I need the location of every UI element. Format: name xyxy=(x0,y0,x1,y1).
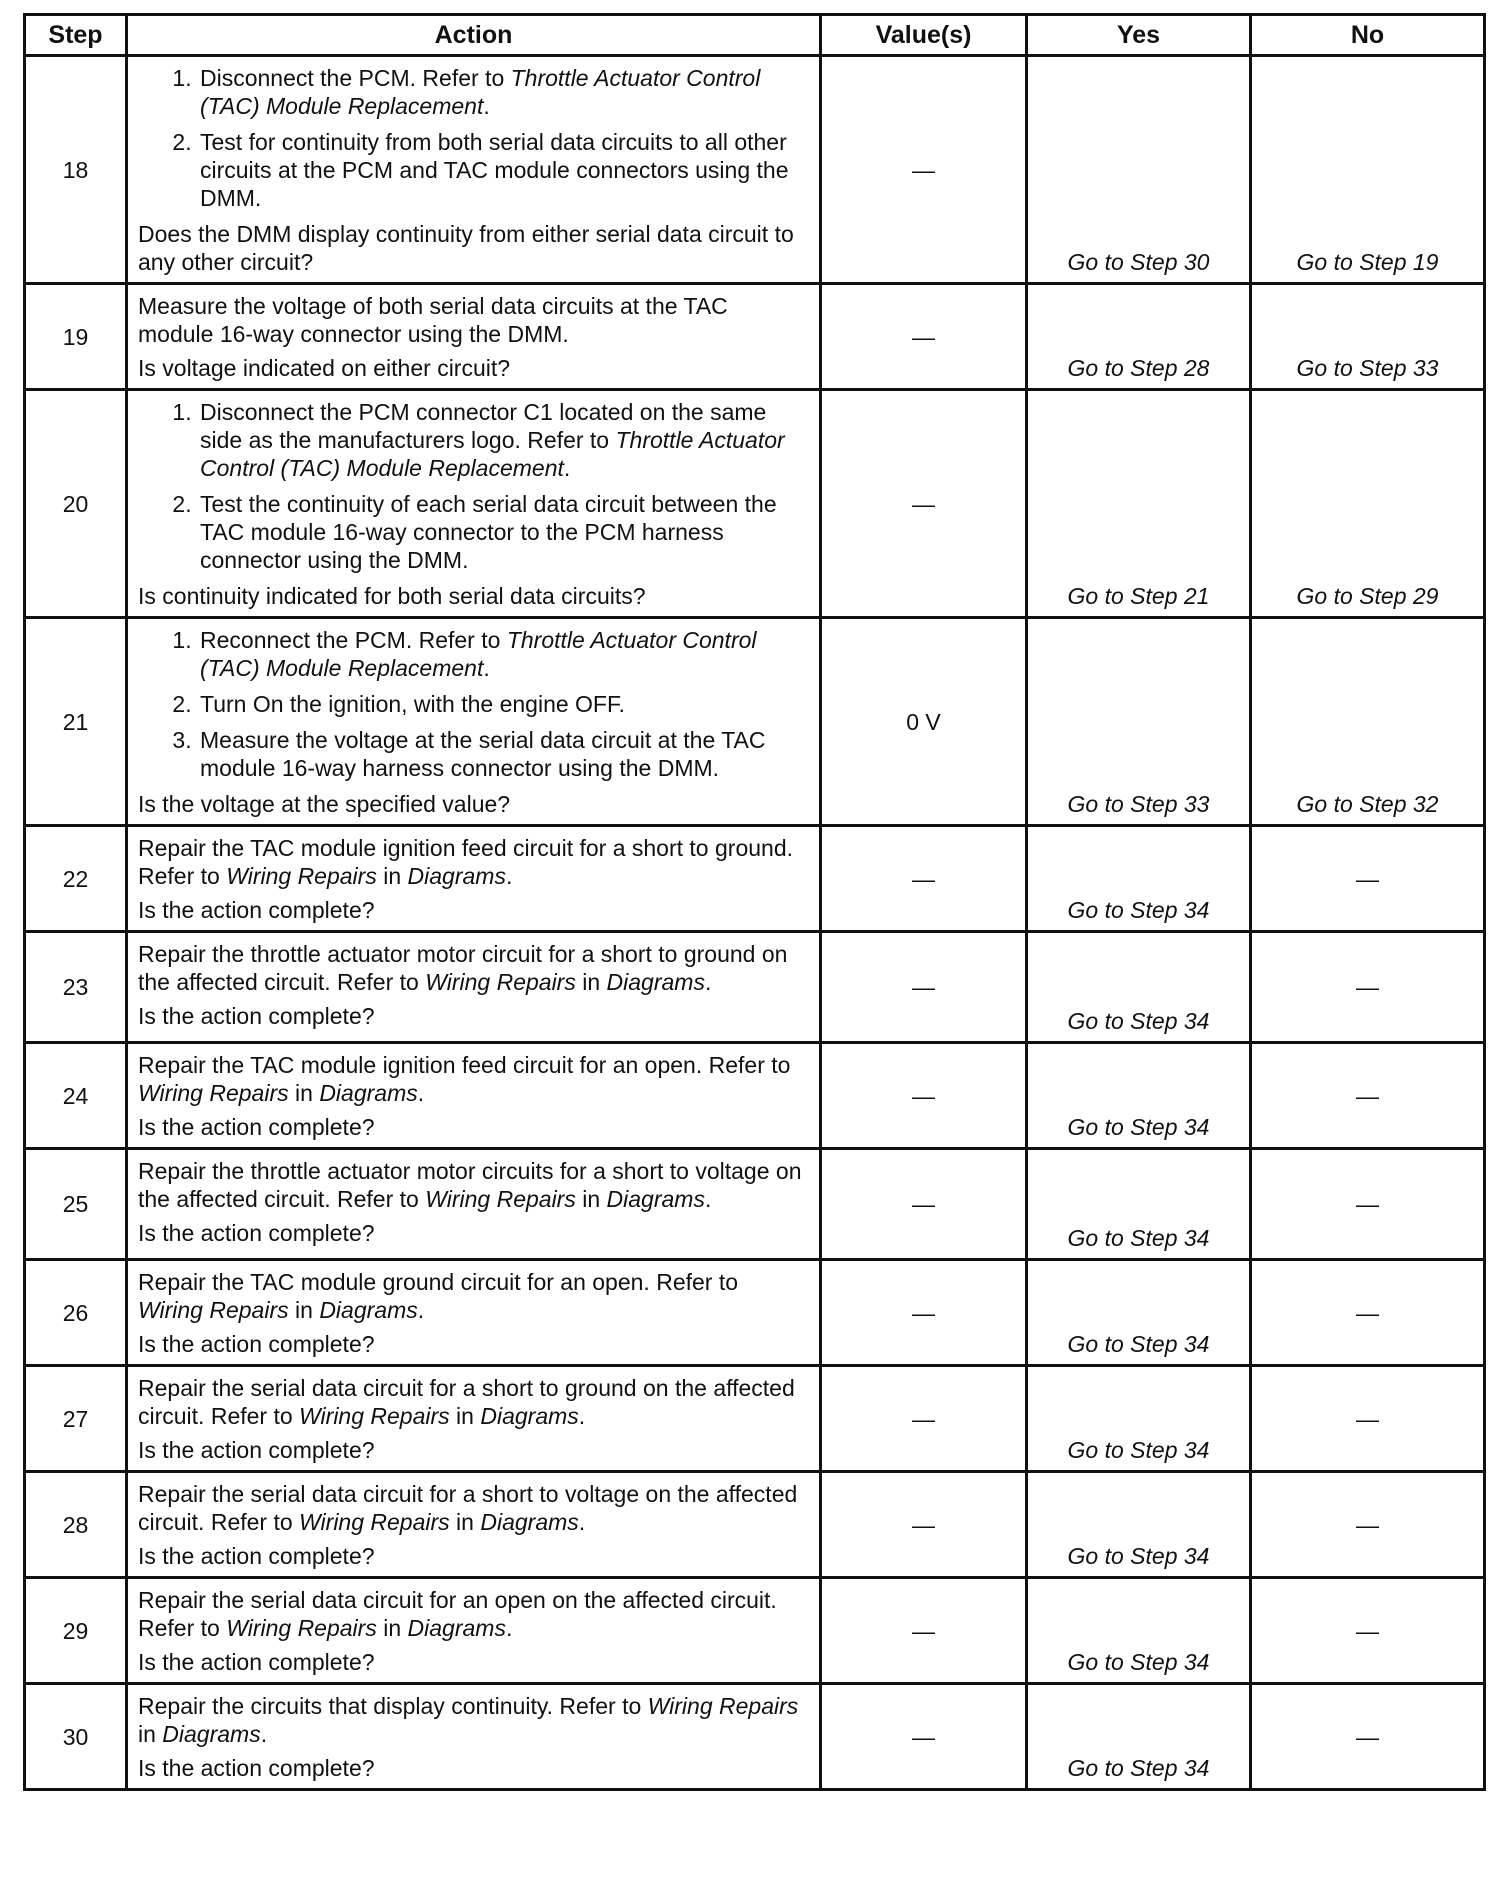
yes-cell: Go to Step 34 xyxy=(1027,1472,1251,1578)
yes-cell: Go to Step 33 xyxy=(1027,618,1251,826)
reference-link: Diagrams xyxy=(407,863,506,889)
action-text-part: in xyxy=(288,1080,320,1106)
action-text-part: . xyxy=(704,1186,712,1212)
yes-cell: Go to Step 21 xyxy=(1027,390,1251,618)
reference-link: Wiring Repairs xyxy=(138,1297,289,1323)
action-cell xyxy=(127,1366,821,1472)
reference-link: Wiring Repairs xyxy=(647,1693,799,1719)
step-text: Test for continuity from both serial data circuits to all other circuits at the PCM and TAC module connectors using the DMM. xyxy=(200,129,789,211)
action-text xyxy=(138,1268,809,1324)
action-text-part: Repair the TAC module ground circuit for an open. Refer to xyxy=(138,1269,739,1295)
table-body xyxy=(25,56,1485,1790)
action-text-part: in xyxy=(376,863,408,889)
reference-link: Throttle Actuator Control (TAC) Module Replacement xyxy=(200,427,785,481)
header-no: No xyxy=(1251,15,1485,56)
step-text: Test the continuity of each serial data circuit between the TAC module 16-way connector to the PCM harness connector using the DMM. xyxy=(200,491,777,573)
question-text: Is the action complete? xyxy=(138,1220,375,1246)
yes-cell: Go to Step 34 xyxy=(1027,1149,1251,1260)
table-row xyxy=(25,56,1485,284)
reference-link: Wiring Repairs xyxy=(138,1080,289,1106)
step-number: 29 xyxy=(25,1578,127,1684)
action-cell xyxy=(127,826,821,932)
procedure-step xyxy=(198,626,809,682)
reference-link: Throttle Actuator Control (TAC) Module Replacement xyxy=(200,65,761,119)
table-row xyxy=(25,618,1485,826)
value-cell: — xyxy=(821,1260,1027,1366)
reference-link: Wiring Repairs xyxy=(226,1615,377,1641)
procedure-step xyxy=(198,726,809,782)
reference-link: Diagrams xyxy=(480,1403,579,1429)
action-cell xyxy=(127,390,821,618)
diagnostic-table xyxy=(23,13,1486,1791)
question-text: Is the action complete? xyxy=(138,1649,375,1675)
action-text xyxy=(138,834,809,890)
reference-link: Wiring Repairs xyxy=(425,969,576,995)
action-text-part: . xyxy=(505,1615,513,1641)
question-text: Is the action complete? xyxy=(138,1755,375,1781)
action-text-part: . xyxy=(260,1721,268,1747)
question-text: Is the action complete? xyxy=(138,1114,375,1140)
reference-link: Wiring Repairs xyxy=(226,863,377,889)
action-text xyxy=(138,1051,809,1107)
header-values: Value(s) xyxy=(821,15,1027,56)
action-cell xyxy=(127,1043,821,1149)
step-number: 20 xyxy=(25,390,127,618)
action-text-part: Repair the TAC module ignition feed circuit for a short to ground. Refer to xyxy=(138,835,793,889)
action-text xyxy=(138,1374,809,1430)
no-cell: — xyxy=(1251,1472,1485,1578)
table-row xyxy=(25,1472,1485,1578)
reference-link: Diagrams xyxy=(319,1080,418,1106)
no-cell: Go to Step 32 xyxy=(1251,618,1485,826)
step-number: 23 xyxy=(25,932,127,1043)
question-text: Is the action complete? xyxy=(138,1331,375,1357)
step-number: 28 xyxy=(25,1472,127,1578)
yes-cell: Go to Step 34 xyxy=(1027,1684,1251,1790)
value-cell: — xyxy=(821,1149,1027,1260)
action-text-part: in xyxy=(288,1297,320,1323)
step-number: 30 xyxy=(25,1684,127,1790)
action-text-part: in xyxy=(449,1509,481,1535)
action-text-part: Repair the serial data circuit for an open on the affected circuit. Refer to xyxy=(138,1587,777,1641)
yes-cell: Go to Step 28 xyxy=(1027,284,1251,390)
action-text-part: in xyxy=(575,969,607,995)
table-row xyxy=(25,1043,1485,1149)
action-text-part: . xyxy=(505,863,513,889)
action-text-part: . xyxy=(704,969,712,995)
reference-link: Wiring Repairs xyxy=(299,1509,450,1535)
reference-link: Diagrams xyxy=(319,1297,418,1323)
procedure-step xyxy=(198,398,809,482)
procedure-steps xyxy=(138,398,809,574)
step-text-end: . xyxy=(563,455,571,481)
step-number: 22 xyxy=(25,826,127,932)
action-cell xyxy=(127,1149,821,1260)
value-cell: — xyxy=(821,1472,1027,1578)
value-cell: — xyxy=(821,1578,1027,1684)
action-text-part: . xyxy=(417,1080,425,1106)
action-text xyxy=(138,1157,809,1213)
header-row xyxy=(25,15,1485,56)
value-cell: — xyxy=(821,1043,1027,1149)
procedure-steps xyxy=(138,64,809,212)
reference-link: Diagrams xyxy=(162,1721,261,1747)
no-cell: — xyxy=(1251,1043,1485,1149)
no-cell: — xyxy=(1251,1684,1485,1790)
action-text-part: . xyxy=(417,1297,425,1323)
no-cell: — xyxy=(1251,1149,1485,1260)
action-text-part: in xyxy=(138,1721,163,1747)
step-text: Disconnect the PCM connector C1 located on the same side as the manufacturers logo. Refer to xyxy=(200,399,767,453)
no-cell: — xyxy=(1251,932,1485,1043)
action-text-part: . xyxy=(578,1403,586,1429)
header-yes: Yes xyxy=(1027,15,1251,56)
procedure-step xyxy=(198,64,809,120)
action-text-part: in xyxy=(449,1403,481,1429)
yes-cell: Go to Step 30 xyxy=(1027,56,1251,284)
procedure-step xyxy=(198,128,809,212)
procedure-steps xyxy=(138,626,809,782)
step-text-end: . xyxy=(483,93,490,119)
yes-cell: Go to Step 34 xyxy=(1027,826,1251,932)
action-cell xyxy=(127,1472,821,1578)
table-row xyxy=(25,932,1485,1043)
value-cell: — xyxy=(821,826,1027,932)
value-cell: 0 V xyxy=(821,618,1027,826)
no-cell: — xyxy=(1251,826,1485,932)
step-number: 21 xyxy=(25,618,127,826)
procedure-step xyxy=(198,490,809,574)
action-cell xyxy=(127,1684,821,1790)
action-text-part: in xyxy=(376,1615,408,1641)
action-cell xyxy=(127,1260,821,1366)
procedure-step xyxy=(198,690,809,718)
action-text: Measure the voltage of both serial data circuits at the TAC module 16-way connector using the DMM. xyxy=(138,293,728,347)
question-text: Is the voltage at the specified value? xyxy=(138,791,511,817)
action-cell xyxy=(127,284,821,390)
no-cell: Go to Step 33 xyxy=(1251,284,1485,390)
table-row xyxy=(25,1684,1485,1790)
no-cell: — xyxy=(1251,1366,1485,1472)
step-number: 24 xyxy=(25,1043,127,1149)
table-row xyxy=(25,284,1485,390)
question-text: Is the action complete? xyxy=(138,1543,375,1569)
value-cell: — xyxy=(821,1366,1027,1472)
table-row xyxy=(25,826,1485,932)
step-text-end: . xyxy=(483,655,490,681)
step-text: Turn On the ignition, with the engine OFF. xyxy=(200,691,625,717)
value-cell: — xyxy=(821,56,1027,284)
value-cell: — xyxy=(821,284,1027,390)
action-text xyxy=(138,940,809,996)
reference-link: Diagrams xyxy=(606,969,705,995)
table-row xyxy=(25,1366,1485,1472)
action-text-part: Repair the circuits that display continuity. Refer to xyxy=(138,1693,648,1719)
reference-link: Diagrams xyxy=(407,1615,506,1641)
reference-link: Throttle Actuator Control (TAC) Module Replacement xyxy=(200,627,757,681)
step-text: Measure the voltage at the serial data circuit at the TAC module 16-way harness connector using the DMM. xyxy=(200,727,766,781)
yes-cell: Go to Step 34 xyxy=(1027,1366,1251,1472)
reference-link: Wiring Repairs xyxy=(299,1403,450,1429)
no-cell: — xyxy=(1251,1578,1485,1684)
yes-cell: Go to Step 34 xyxy=(1027,1260,1251,1366)
question-text: Is the action complete? xyxy=(138,897,375,923)
no-cell: — xyxy=(1251,1260,1485,1366)
action-cell xyxy=(127,56,821,284)
action-cell xyxy=(127,618,821,826)
action-text-part: Repair the TAC module ignition feed circuit for an open. Refer to xyxy=(138,1052,791,1078)
yes-cell: Go to Step 34 xyxy=(1027,1043,1251,1149)
action-text-part: Repair the throttle actuator motor circuit for a short to ground on the affected circuit. Refer to xyxy=(138,941,788,995)
table-row xyxy=(25,390,1485,618)
table-row xyxy=(25,1578,1485,1684)
action-text-part: Repair the serial data circuit for a short to ground on the affected circuit. Refer to xyxy=(138,1375,795,1429)
action-text-part: Repair the throttle actuator motor circuits for a short to voltage on the affected circuit. Refer to xyxy=(138,1158,802,1212)
reference-link: Diagrams xyxy=(480,1509,579,1535)
question-text: Is voltage indicated on either circuit? xyxy=(138,355,511,381)
step-number: 27 xyxy=(25,1366,127,1472)
action-text-part: in xyxy=(575,1186,607,1212)
reference-link: Wiring Repairs xyxy=(425,1186,576,1212)
header-step: Step xyxy=(25,15,127,56)
value-cell: — xyxy=(821,932,1027,1043)
value-cell: — xyxy=(821,1684,1027,1790)
table-row xyxy=(25,1260,1485,1366)
action-text xyxy=(138,1480,809,1536)
step-number: 19 xyxy=(25,284,127,390)
step-number: 25 xyxy=(25,1149,127,1260)
step-text: Reconnect the PCM. Refer to xyxy=(200,627,507,653)
action-text xyxy=(138,1692,809,1748)
value-cell: — xyxy=(821,390,1027,618)
action-text-part: . xyxy=(578,1509,586,1535)
action-cell xyxy=(127,1578,821,1684)
step-text: Disconnect the PCM. Refer to xyxy=(200,65,511,91)
no-cell: Go to Step 29 xyxy=(1251,390,1485,618)
reference-link: Diagrams xyxy=(606,1186,705,1212)
no-cell: Go to Step 19 xyxy=(1251,56,1485,284)
table-row xyxy=(25,1149,1485,1260)
yes-cell: Go to Step 34 xyxy=(1027,932,1251,1043)
action-text xyxy=(138,1586,809,1642)
action-cell xyxy=(127,932,821,1043)
question-text: Does the DMM display continuity from either serial data circuit to any other circuit? xyxy=(138,221,794,275)
yes-cell: Go to Step 34 xyxy=(1027,1578,1251,1684)
step-number: 18 xyxy=(25,56,127,284)
action-text-part: Repair the serial data circuit for a short to voltage on the affected circuit. Refer to xyxy=(138,1481,798,1535)
question-text: Is the action complete? xyxy=(138,1437,375,1463)
header-action: Action xyxy=(127,15,821,56)
question-text: Is the action complete? xyxy=(138,1003,375,1029)
question-text: Is continuity indicated for both serial data circuits? xyxy=(138,583,646,609)
step-number: 26 xyxy=(25,1260,127,1366)
